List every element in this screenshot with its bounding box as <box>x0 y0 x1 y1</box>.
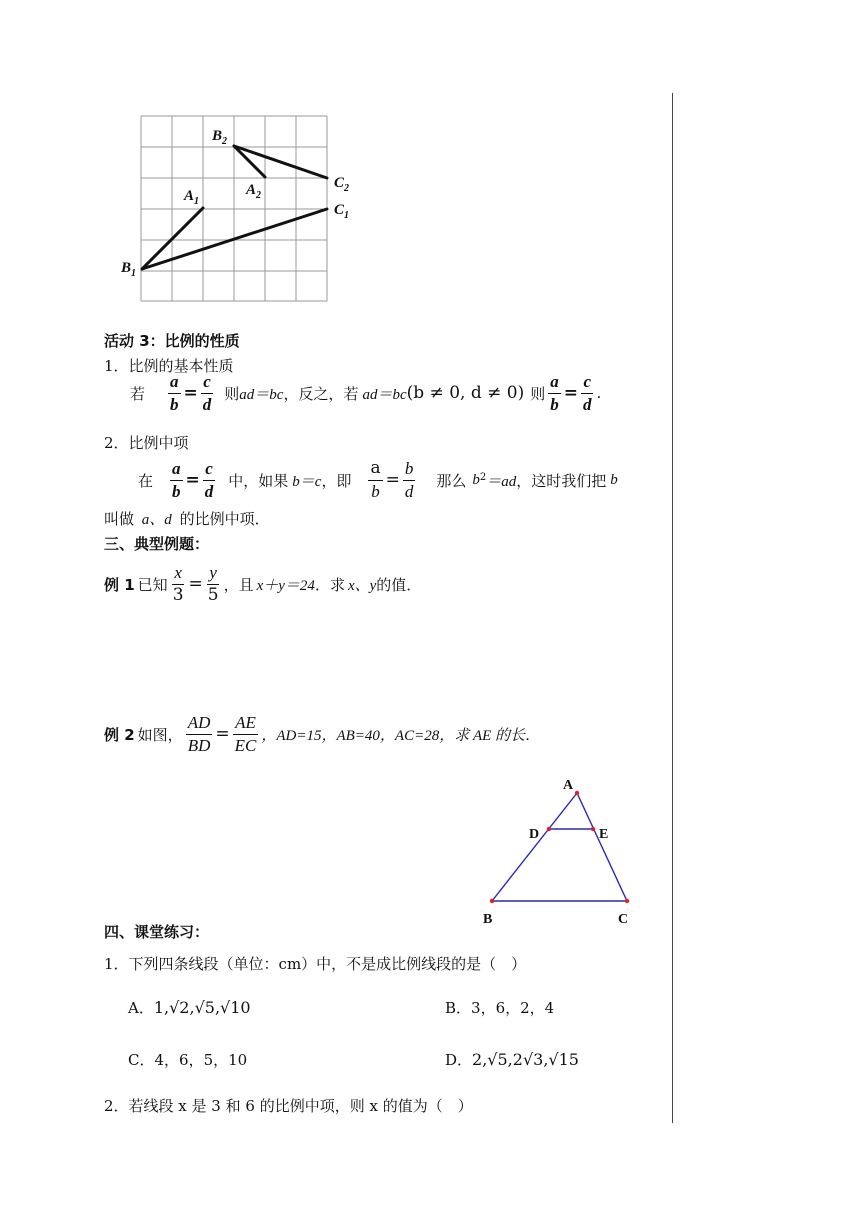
point-d <box>547 827 551 831</box>
section4-heading: 四、课堂练习： <box>104 923 210 941</box>
point-e <box>591 827 595 831</box>
activity3-heading: 活动 3：比例的性质 <box>104 332 240 350</box>
q1-option-d: D．2,√5,2√3,√15 <box>445 1050 579 1069</box>
point-a <box>575 791 579 795</box>
if-text: 若 <box>130 384 146 403</box>
example1: 例 1 已知 $\frac{x}{3}$ = $\frac{y}{5}$ ，且 x＋y＝24 ．求 x、y 的值． <box>104 563 422 605</box>
item2-line2: 叫做 a、d 的比例中项． <box>104 510 270 528</box>
margin-rule <box>672 93 673 1123</box>
fraction-a-b-2: $\frac{a}{b}$ <box>550 372 559 414</box>
tri-label-e: E <box>599 827 609 842</box>
q1-option-c: C．4，6，5，10 <box>128 1051 248 1069</box>
item2-line: 在 $\frac{a}{b}$ = $\frac{c}{d}$ 中，如果 b＝c ，即 $\frac{a}{b}$ = $\frac{b}{d}$ 那么 b $^2$ ＝ad ，这时我们把 b <box>138 458 618 501</box>
triangle-figure <box>475 772 645 932</box>
label-b2: $B_2$ <box>212 128 228 147</box>
fraction-y-5: $\frac{y}{5}$ <box>207 563 219 605</box>
fraction-a-b-upright: $\frac{a}{b}$ <box>370 458 381 501</box>
label-c1: $C_1$ <box>334 202 350 221</box>
label-c2: $C_2$ <box>334 175 350 194</box>
side-ab <box>492 793 577 901</box>
label-a2: $A_2$ <box>246 182 262 201</box>
fraction-x-3: $\frac{x}{3}$ <box>172 563 184 605</box>
grid-lines <box>141 116 327 301</box>
fraction-b-d: $\frac{b}{d}$ <box>404 459 414 501</box>
q1-option-b: B．3，6，2，4 <box>445 999 555 1017</box>
item1-line: 若 $\frac{a}{b}$ = $\frac{c}{d}$ 则 ad＝bc ，反之，若 ad＝bc (b ≠ 0, d ≠ 0) 则 $\frac{a}{b}$ = $\frac{c}{d}$ . <box>130 372 602 414</box>
fraction-c-d-3: $\frac{c}{d}$ <box>204 459 214 501</box>
tri-label-c: C <box>618 912 629 927</box>
fraction-a-b-3: $\frac{a}{b}$ <box>172 459 181 501</box>
fraction-a-b: $\frac{a}{b}$ <box>170 372 179 414</box>
example2: 例 2 如图， $\frac{AD}{BD}$ = $\frac{AE}{EC}$ ，AD=15，AB=40，AC=28，求 AE 的长． <box>104 713 541 755</box>
item2-title: 2．比例中项 <box>104 434 189 452</box>
label-a1: $A_1$ <box>184 188 200 207</box>
q1-option-a: A．1,√2,√5,√10 <box>128 998 251 1017</box>
section3-heading: 三、典型例题： <box>104 535 210 553</box>
fraction-ae-ec: $\frac{AE}{EC}$ <box>234 713 257 755</box>
q2-stem: 2．若线段 x 是 3 和 6 的比例中项，则 x 的值为（ ） <box>104 1097 473 1115</box>
tri-label-d: D <box>529 827 540 842</box>
point-c <box>625 899 629 903</box>
label-b1: $B_1$ <box>121 260 137 279</box>
fraction-c-d-2: $\frac{c}{d}$ <box>582 372 592 414</box>
side-ac <box>577 793 627 901</box>
tri-label-b: B <box>483 912 493 927</box>
tri-label-a: A <box>563 778 574 793</box>
grid-figure <box>112 108 362 308</box>
item1-title: 1．比例的基本性质 <box>104 357 234 375</box>
fraction-c-d: $\frac{c}{d}$ <box>202 372 212 414</box>
fraction-ad-bd: $\frac{AD}{BD}$ <box>187 713 211 755</box>
point-b <box>490 899 494 903</box>
q1-stem: 1．下列四条线段（单位：cm）中，不是成比例线段的是（ ） <box>104 955 527 973</box>
